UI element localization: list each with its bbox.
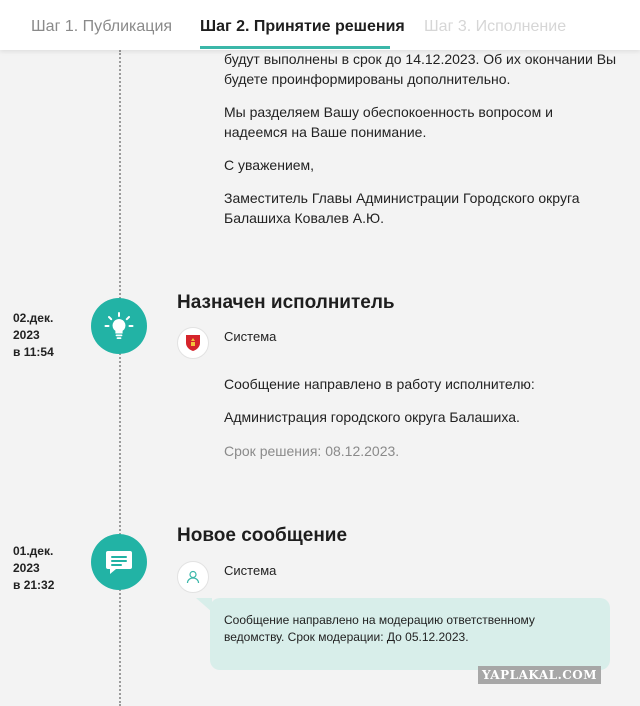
event-date: [13, 310, 54, 361]
event-date-time: в 21:32: [13, 578, 55, 592]
message-bubble: [210, 598, 610, 670]
event-author: Система: [224, 329, 277, 344]
letter-closing: С уважением,: [224, 157, 315, 173]
event-deadline: Срок решения: 08.12.2023.: [224, 443, 400, 459]
tab-decision[interactable]: Шаг 2. Принятие решения: [200, 18, 405, 35]
event-date: [13, 543, 54, 594]
event-message: Сообщение направлено в работу исполнителю:: [224, 376, 535, 392]
letter-paragraph-2: Мы разделяем Вашу обеспокоенность вопросом и надеемся на Ваше понимание.: [224, 104, 553, 140]
event-executor: Администрация городского округа Балашиха.: [224, 409, 520, 425]
steps-tabs: [0, 0, 640, 50]
event-title: Назначен исполнитель: [177, 292, 395, 313]
event-date-year: 2023: [13, 561, 40, 575]
tab-execution[interactable]: Шаг 3. Исполнение: [424, 18, 567, 35]
timeline-line: [119, 50, 121, 706]
event-title: Новое сообщение: [177, 525, 348, 546]
user-icon: [177, 561, 209, 593]
tab-publication[interactable]: Шаг 1. Публикация: [31, 18, 173, 35]
letter-signature: Заместитель Главы Администрации Городского округа Балашиха Ковалев А.Ю.: [224, 190, 580, 226]
lightbulb-icon: [91, 298, 147, 354]
event-date-time: в 11:54: [13, 345, 54, 359]
letter-paragraph-1: будут выполнены в срок до 14.12.2023. Об их окончании Вы будете проинформированы дополнительно.: [224, 51, 617, 87]
event-author: Система: [224, 563, 277, 578]
watermark-logo: YAPLAKAL.COM: [478, 666, 601, 684]
event-date-year: 2023: [13, 328, 40, 342]
bubble-text: Сообщение направлено на модерацию ответственному ведомству. Срок модерации: До 05.12.2023.: [224, 613, 535, 644]
coat-of-arms-icon: [177, 327, 209, 359]
chat-message-icon: [91, 534, 147, 590]
event-date-day: 01.дек.: [13, 544, 54, 558]
event-date-day: 02.дек.: [13, 311, 54, 325]
active-tab-indicator: [200, 46, 390, 49]
